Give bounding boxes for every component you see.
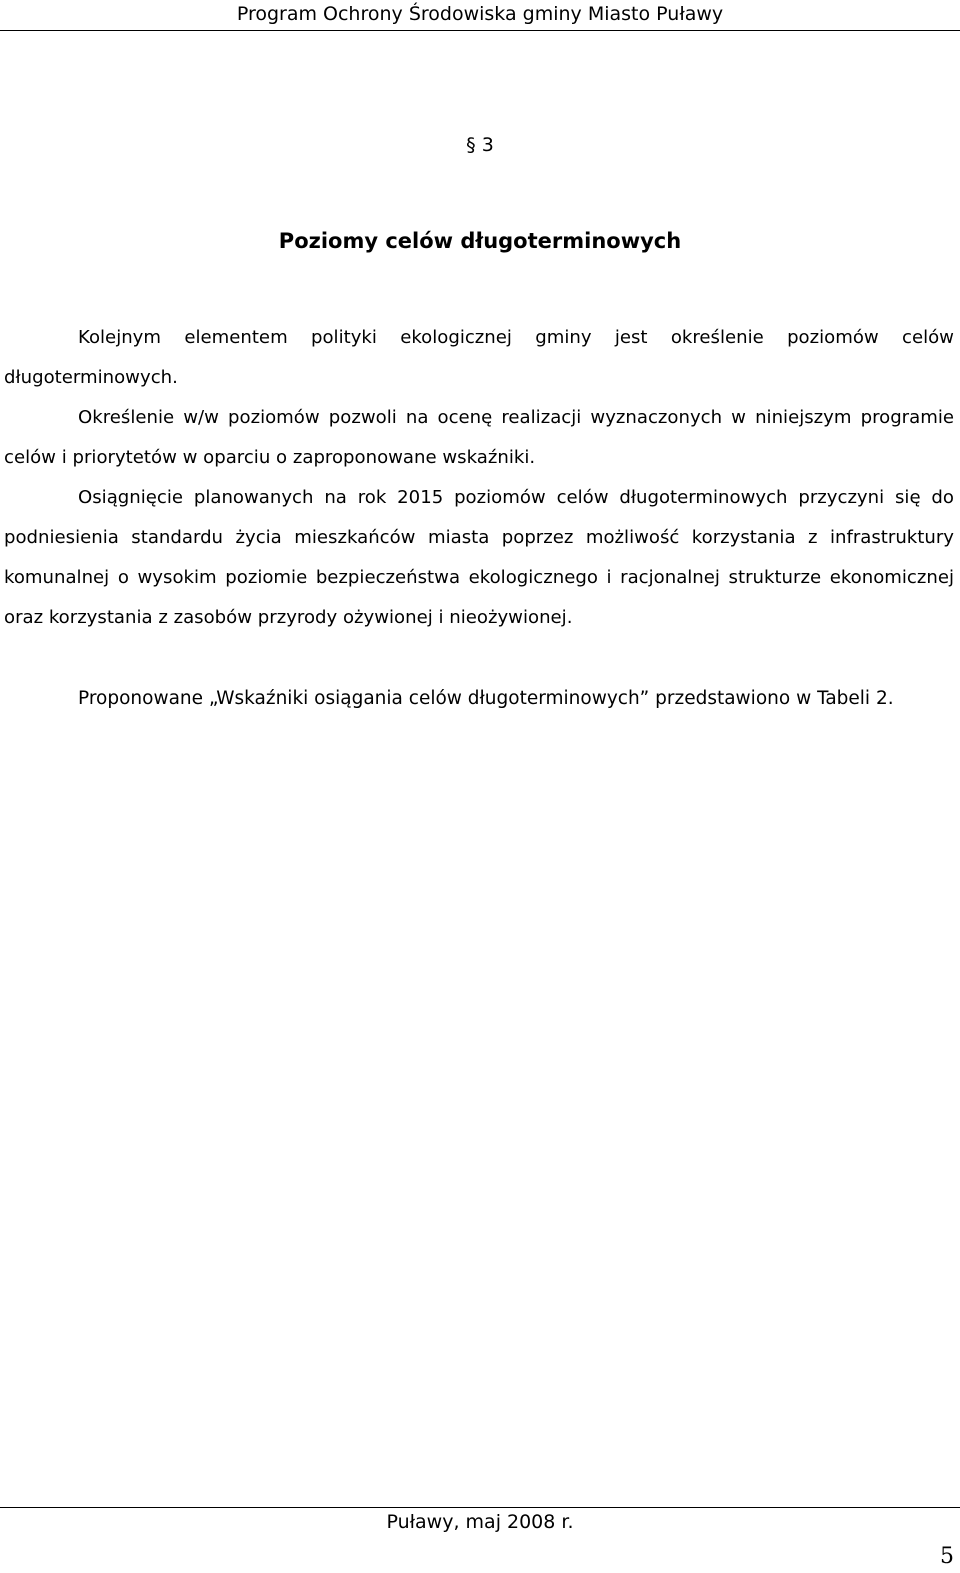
header-title: Program Ochrony Środowiska gminy Miasto Puławy: [236, 3, 724, 25]
paragraph-goals: Osiągnięcie planowanych na rok 2015 poziomów celów długoterminowych przyczyni się do podniesienia standardu życia mieszkańców miasta poprzez możliwość korzystania z infrastruktury komunalnej o wysokim poziomie bezpieczeństwa ekologicznego i racjonalnej strukturze ekonomicznej oraz korzystania z zasobów przyrody ożywionej i nieożywionej.: [4, 487, 954, 628]
page-number: 5: [940, 1544, 954, 1569]
paragraph-table-reference: Proponowane „Wskaźniki osiągania celów długoterminowych” przedstawiono w Tabeli 2.: [78, 688, 894, 709]
page-header: [0, 0, 960, 31]
section-number: § 3: [466, 134, 494, 156]
body-text: [4, 318, 954, 638]
paragraph-intro: Kolejnym elementem polityki ekologicznej gminy jest określenie poziomów celów długoterminowych.: [4, 327, 954, 388]
paragraph-definition: Określenie w/w poziomów pozwoli na ocenę realizacji wyznaczonych w niniejszym programie celów i priorytetów w oparciu o zaproponowane wskaźniki.: [4, 407, 954, 468]
section-title: Poziomy celów długoterminowych: [278, 229, 682, 253]
footer-place-date: Puławy, maj 2008 r.: [386, 1511, 574, 1533]
